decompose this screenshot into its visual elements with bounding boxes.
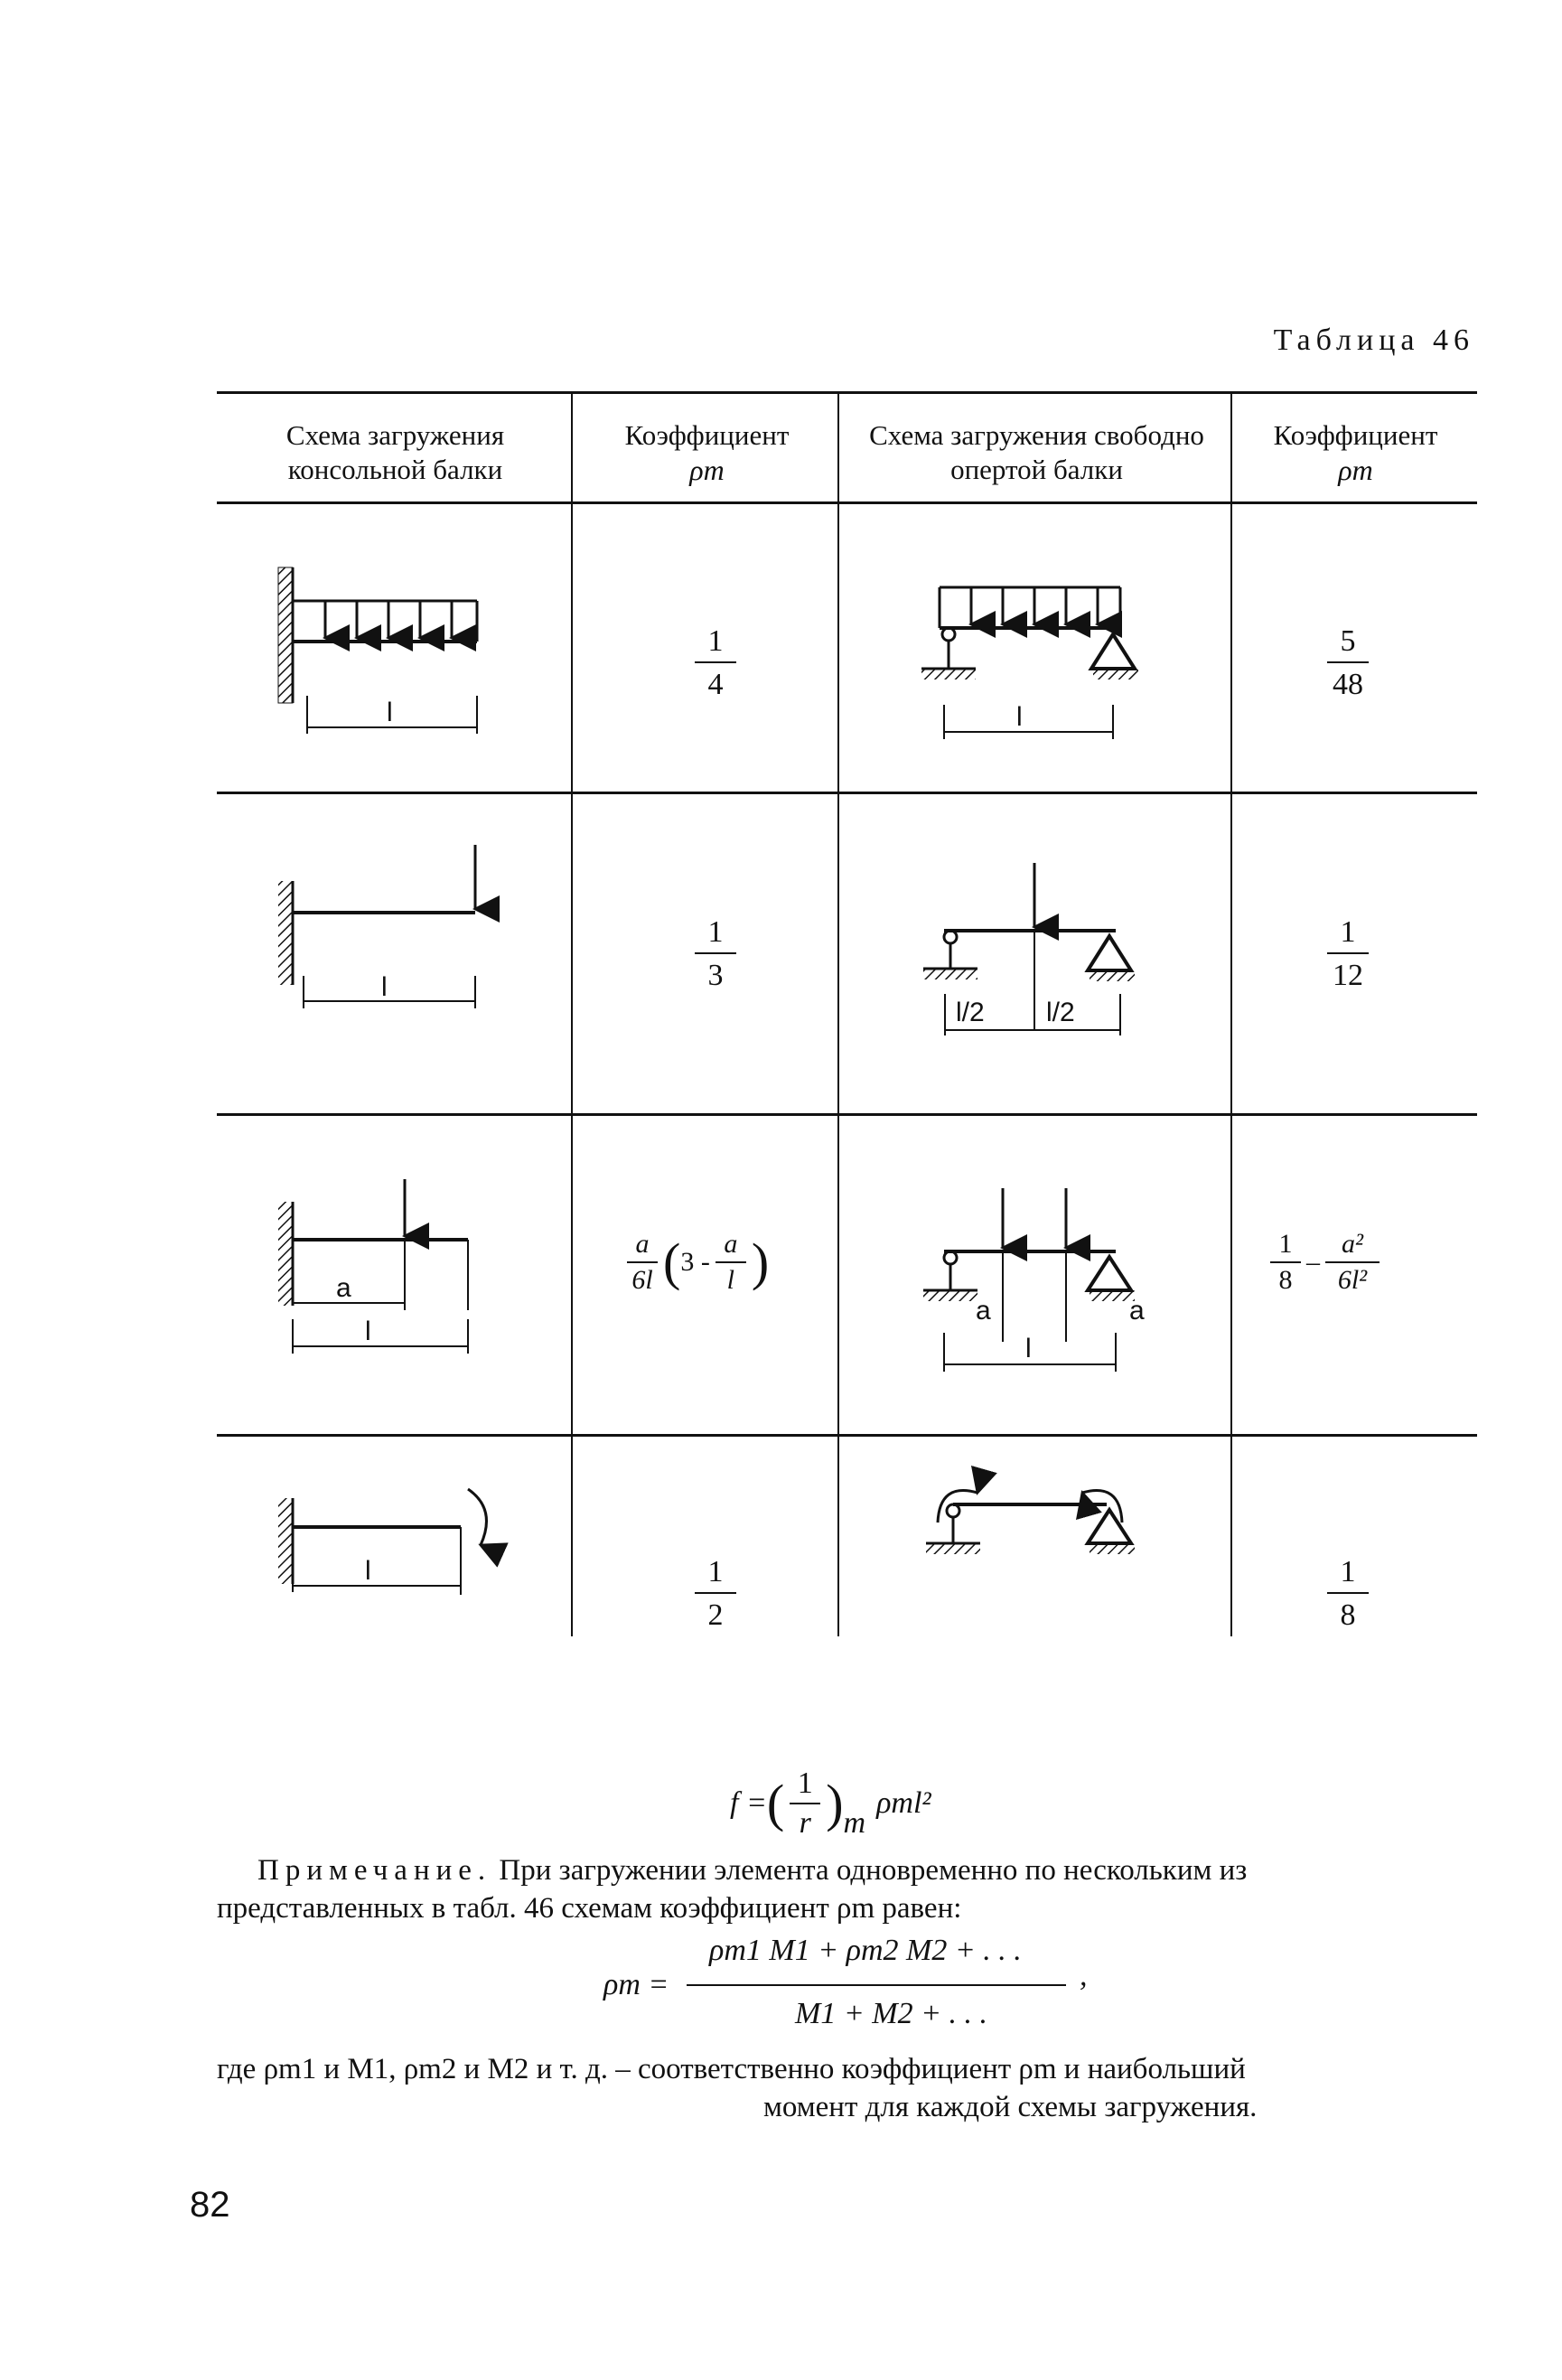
- row1-simple-label: l: [1016, 702, 1023, 732]
- header-coef-2-word: Коэффициент: [1273, 419, 1438, 451]
- row2-simple-scheme: [912, 858, 1165, 1048]
- row2-cantilever-coef: [695, 914, 736, 994]
- row1-cantilever-coef: [695, 623, 736, 703]
- row1-c-num: 1: [707, 624, 724, 658]
- header-cantilever-scheme: [226, 418, 565, 487]
- row4-s-num: 1: [1340, 1555, 1356, 1588]
- row1-simple-scheme: [912, 578, 1165, 759]
- row3-c-e: l: [726, 1265, 734, 1295]
- row1-bottom-rule: [217, 792, 1477, 794]
- formula-f-den: r: [799, 1806, 811, 1840]
- header-bottom-rule: [217, 501, 1477, 504]
- rho-formula-numerator: ρm1 M1 + ρm2 M2 + . . .: [709, 1934, 1022, 1967]
- row3-cantilever-coef: a 6l ( 3 - a l ): [622, 1229, 769, 1296]
- row2-bottom-rule: [217, 1113, 1477, 1116]
- row2-simple-coef: [1327, 914, 1369, 994]
- row4-cantilever-label: l: [365, 1556, 371, 1586]
- row3-simple-label-a-right: a: [1129, 1296, 1145, 1326]
- header-simple-text: Схема загружения свободно опертой балки: [869, 419, 1204, 485]
- row3-simple-coef: 1 8 – a² 6l²: [1265, 1229, 1385, 1296]
- row2-cantilever-scheme: [271, 840, 506, 1021]
- note-line2-text: представленных в табл. 46 схемам коэффициент ρm равен:: [217, 1892, 962, 1925]
- note-line4-text: момент для каждой схемы загружения.: [763, 2091, 1258, 2123]
- row3-cantilever-scheme: [271, 1175, 506, 1373]
- row3-simple-scheme: [912, 1184, 1183, 1391]
- row1-c-den: 4: [707, 668, 724, 701]
- note-line2: [217, 1890, 1473, 1926]
- row4-simple-coef: [1327, 1554, 1369, 1634]
- rho-formula-tail: ,: [1080, 1959, 1088, 1992]
- row4-simple-scheme: [912, 1473, 1165, 1581]
- header-simple-scheme: [845, 418, 1229, 487]
- formula-f-num: 1: [797, 1766, 813, 1800]
- formula-f-lhs: f =: [730, 1786, 767, 1820]
- table-caption: Таблица 46: [1273, 323, 1474, 357]
- col-divider-1: [571, 391, 573, 1636]
- row3-c-d: a: [724, 1229, 738, 1259]
- row1-s-den: 48: [1333, 668, 1363, 701]
- row3-c-a: a: [635, 1229, 650, 1259]
- deflection-formula: f = ( 1 r ) m ρml²: [730, 1766, 931, 1840]
- header-coef-1: [578, 418, 836, 488]
- row1-s-num: 5: [1340, 624, 1356, 658]
- row2-simple-label-left: l/2: [956, 998, 985, 1027]
- row4-cantilever-scheme: [271, 1482, 506, 1608]
- note-line4: [763, 2089, 1468, 2125]
- row2-c-num: 1: [707, 915, 724, 949]
- table-top-rule: [217, 391, 1477, 394]
- rho-formula-bar: [687, 1984, 1066, 1986]
- row2-cantilever-label: l: [381, 972, 388, 1002]
- row4-c-num: 1: [707, 1555, 724, 1588]
- row3-c-b: 6l: [631, 1265, 653, 1295]
- row3-bottom-rule: [217, 1434, 1477, 1437]
- note-line1: [257, 1852, 1473, 1888]
- row4-s-den: 8: [1340, 1598, 1356, 1632]
- row3-simple-label-a-left: a: [976, 1296, 991, 1326]
- row3-s-c: a²: [1342, 1229, 1363, 1259]
- header-coef-1-symbol: ρm: [689, 454, 725, 486]
- rho-formula-lhs: ρm =: [603, 1968, 669, 2001]
- row1-cantilever-label: l: [387, 698, 393, 727]
- header-cantilever-text: Схема загружения консольной балки: [285, 419, 505, 485]
- row4-c-den: 2: [707, 1598, 724, 1632]
- note-line3: [217, 2051, 1477, 2087]
- row3-simple-label-l: l: [1025, 1334, 1032, 1363]
- col-divider-3: [1230, 391, 1232, 1636]
- row3-s-b: 8: [1278, 1265, 1293, 1295]
- header-coef-1-word: Коэффициент: [624, 419, 790, 451]
- row2-s-num: 1: [1340, 915, 1356, 949]
- header-coef-2: [1236, 418, 1475, 488]
- row3-s-a: 1: [1278, 1229, 1293, 1259]
- formula-f-rest: ρml²: [876, 1786, 931, 1820]
- page-number: 82: [190, 2185, 230, 2225]
- row3-s-d: 6l²: [1337, 1265, 1368, 1295]
- note-label: Примечание.: [257, 1854, 492, 1887]
- row2-simple-label-right: l/2: [1046, 998, 1075, 1027]
- header-coef-2-symbol: ρm: [1338, 454, 1373, 486]
- note-line3-text: где ρm1 и M1, ρm2 и M2 и т. д. – соответственно коэффициент ρm и наибольший: [217, 2053, 1246, 2085]
- note-line1-text: При загружении элемента одновременно по нескольким из: [499, 1854, 1248, 1887]
- row1-cantilever-scheme: [271, 560, 506, 741]
- row3-c-c: 3 -: [680, 1247, 710, 1277]
- rho-formula-denominator: M1 + M2 + . . .: [795, 1997, 988, 2030]
- row4-cantilever-coef: [695, 1554, 736, 1634]
- row2-c-den: 3: [707, 959, 724, 992]
- row3-cantilever-label-l: l: [365, 1316, 371, 1346]
- row1-simple-coef: [1327, 623, 1369, 703]
- row3-cantilever-label-a: a: [336, 1273, 351, 1303]
- row2-s-den: 12: [1333, 959, 1363, 992]
- formula-f-sub: m: [843, 1806, 866, 1840]
- col-divider-2: [837, 391, 839, 1636]
